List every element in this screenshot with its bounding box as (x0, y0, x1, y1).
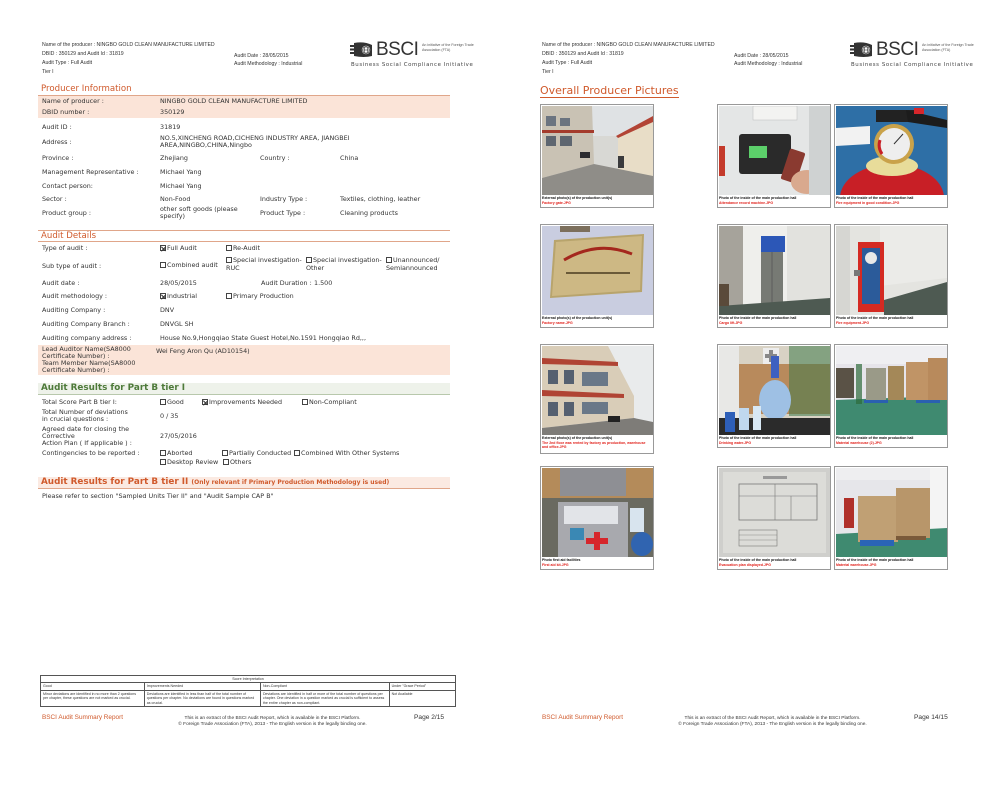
option-label: Primary Production (233, 292, 294, 300)
row-deviations (38, 408, 450, 425)
photo-filename: Evacuation plan displayed.JPG (719, 563, 771, 567)
label: Total Score Part B tier I: (42, 398, 117, 406)
row-dbid-number (38, 107, 450, 118)
value: Non-Food (160, 195, 191, 203)
row-address (38, 133, 450, 151)
label-line1: Total Number of deviations (42, 408, 128, 416)
disclaimer-line1: This is an extract of the BSCI Audit Report, which is available in the BSCI Platform. (184, 716, 361, 721)
photo-factory-gate[interactable] (540, 104, 654, 208)
photo-caption: Photo of the inside of the main production hall (719, 558, 797, 562)
row-auditing-company (38, 304, 450, 316)
value: DNV (160, 306, 175, 314)
material-warehouse-photo (836, 468, 947, 557)
value: NINGBO GOLD CLEAN MANUFACTURE LIMITED (160, 97, 308, 105)
label: DBID number : (42, 108, 90, 116)
value-line1: NO.5,XINCHENG ROAD,CICHENG INDUSTRY AREA, JIANGBEI (160, 134, 350, 142)
value-industry-type: Textiles, clothing, leather (340, 195, 421, 203)
checkbox-combined-audit[interactable] (160, 262, 218, 270)
row-audit-date (38, 277, 450, 289)
option-label-line2: Other (306, 264, 325, 272)
photo-cargo-lift[interactable] (717, 224, 831, 328)
disclaimer-line2: © Foreign Trade Association (FTA), 2013 - The English version is the legally binding one. (678, 722, 867, 727)
heading-text: Audit Results for Part B tier II (41, 477, 189, 487)
table-cell: Minor deviations are identified in no more than 2 questions per chapter, these questions are not marked as crucial. (41, 690, 145, 706)
value-audit-duration: 1.500 (314, 279, 333, 287)
checkbox-industrial[interactable] (160, 293, 197, 301)
photo-filename: The 2nd floor was rented by factory as production, warehouse and office.JPG (542, 441, 646, 449)
photo-filename: Fire equipment in good condition.JPG (836, 201, 900, 205)
value: 31819 (160, 123, 181, 131)
bsci-tagline: Business Social Compliance Initiative (351, 62, 474, 68)
report-page-14 (500, 0, 1000, 792)
disclaimer-line2: © Foreign Trade Association (FTA), 2013 - The English version is the legally binding one. (178, 722, 367, 727)
option-label: Good (167, 398, 184, 406)
value: Michael Yang (160, 168, 202, 176)
fire-hydrant-cabinet-photo (836, 226, 947, 315)
photo-caption: Photo of the inside of the main production hall (836, 196, 914, 200)
table-cell: Not Available (389, 690, 455, 706)
value-line2: specify) (160, 212, 186, 220)
checkbox-empty-icon (294, 450, 300, 456)
label-industry-type: Industry Type : (260, 195, 308, 203)
evacuation-plan-photo (719, 468, 830, 557)
photo-first-aid-kit[interactable] (540, 466, 654, 570)
photo-material-warehouse[interactable] (834, 466, 948, 570)
checkbox-empty-icon (160, 450, 166, 456)
table-title-row (41, 676, 456, 683)
option-label: Desktop Review (167, 458, 219, 466)
header-dbid: DBID : 350129 and Audit Id : 31819 (42, 51, 124, 57)
bsci-hand-globe-icon (350, 42, 374, 58)
checkbox-empty-icon (306, 257, 312, 263)
option-label: Re-Audit (233, 244, 261, 252)
header-audit-type: Audit Type : Full Audit (42, 60, 93, 66)
label: Audit date : (42, 279, 80, 287)
table-row (41, 690, 456, 706)
label: Auditing company address : (42, 334, 132, 342)
bsci-wordmark: BSCI (876, 39, 919, 60)
checkbox-desktop-review[interactable] (160, 459, 218, 467)
row-audit-id (38, 121, 450, 133)
checkbox-full-audit[interactable] (160, 245, 197, 253)
label: Type of audit : (42, 244, 88, 252)
bsci-wordmark: BSCI (376, 39, 419, 60)
photo-attendance-machine[interactable] (717, 104, 831, 208)
option-label: Special investigation- (313, 256, 382, 264)
header-cell: Non-Compliant (260, 683, 389, 690)
option-label: Aborted (167, 449, 193, 457)
table-header-row (41, 683, 456, 690)
option-label: Industrial (167, 292, 197, 300)
attendance-machine-photo (719, 106, 830, 195)
photo-drinking-water[interactable] (717, 344, 831, 448)
header-cell: Good (41, 683, 145, 690)
photo-filename: Fire equipment.JPG (836, 321, 870, 325)
photo-caption: Photo of the inside of the main production hall (836, 316, 914, 320)
checkbox-empty-icon (160, 459, 166, 465)
row-management-representative (38, 166, 450, 179)
checkbox-checked-icon (160, 293, 166, 299)
fire-extinguisher-photo (836, 106, 947, 195)
photo-fire-equipment-good[interactable] (834, 104, 948, 208)
checkbox-empty-icon (160, 399, 166, 405)
value-country: China (340, 154, 359, 162)
score-interpretation-table (40, 675, 456, 707)
value-line2: AREA,NINGBO,CHINA,Ningbo (160, 141, 252, 149)
checkbox-empty-icon (160, 262, 166, 268)
heading-note: (Only relevant if Primary Production Methodology is used) (191, 479, 390, 486)
producer-information-heading: Producer Information (38, 84, 450, 96)
label-audit-duration: Audit Duration : (261, 279, 312, 287)
value: DNVGL SH (160, 320, 194, 328)
label: Name of producer : (42, 97, 104, 105)
value: Zhejiang (160, 154, 188, 162)
photo-filename: Factory name.JPG (542, 321, 573, 325)
row-agreed-date (38, 425, 450, 448)
photo-caption: Photo first aid facilities (542, 558, 581, 562)
photo-caption: Photo of the inside of the main production hall (836, 436, 914, 440)
value: Michael Yang (160, 182, 202, 190)
option-label: Full Audit (167, 244, 197, 252)
value: House No.9,Hongqiao State Guest Hotel,No.1591 Hongqiao Rd,,, (160, 334, 366, 342)
audit-details-heading: Audit Details (38, 230, 450, 242)
photo-factory-building[interactable] (540, 344, 654, 454)
header-dbid: DBID : 350129 and Audit Id : 31819 (542, 51, 624, 57)
checkbox-partially-conducted[interactable] (222, 450, 291, 458)
option-label: Combined With Other Systems (301, 449, 400, 457)
checkbox-empty-icon (226, 293, 232, 299)
checkbox-aborted[interactable] (160, 450, 192, 458)
label: Audit ID : (42, 123, 72, 131)
photo-filename: Material warehouse (2).JPG (836, 441, 882, 445)
checkbox-others[interactable] (223, 459, 251, 467)
value: 350129 (160, 108, 185, 116)
option-label: Special investigation- (233, 256, 302, 264)
row-sub-type-of-audit (38, 256, 450, 276)
label: Auditing Company : (42, 306, 106, 314)
audit-results-tier1-heading: Audit Results for Part B tier I (38, 383, 450, 395)
label: Auditing Company Branch : (42, 320, 130, 328)
checkbox-re-audit[interactable] (226, 245, 260, 253)
photo-filename: First aid kit.JPG (542, 563, 569, 567)
label: Contact person: (42, 182, 93, 190)
row-product-group (38, 205, 450, 223)
table-cell: Deviations are identified in less than half of the total number of questions per chapter. No deviations are found in questions marked as crucial. (144, 690, 260, 706)
label-line3: Action Plan ( If applicable ) : (42, 439, 132, 447)
photo-caption: Photo of the inside of the main production hall (836, 558, 914, 562)
checkbox-empty-icon (223, 459, 229, 465)
header-cell: Under "Grace Period" (389, 683, 455, 690)
row-lead-auditor (38, 345, 450, 375)
row-auditing-company-branch (38, 318, 450, 330)
checkbox-empty-icon (386, 257, 392, 263)
photo-filename: Factory gate.JPG (542, 201, 571, 205)
option-label: Combined audit (167, 261, 218, 269)
label-line2: Corrective (42, 432, 75, 440)
header-tier: Tier I (42, 69, 54, 75)
header-cell: Improvements Needed (144, 683, 260, 690)
label: Sub type of audit : (42, 262, 102, 270)
row-auditing-company-address (38, 332, 450, 344)
label-country: Country : (260, 154, 290, 162)
footer-disclaimer (660, 716, 885, 728)
row-province (38, 152, 450, 165)
bsci-hand-globe-icon (850, 42, 874, 58)
photo-filename: Material warehouse.JPG (836, 563, 877, 567)
row-tier2-reference (38, 492, 450, 502)
option-label: Partially Conducted (229, 449, 292, 457)
photo-material-warehouse-2[interactable] (834, 344, 948, 448)
checkbox-good[interactable] (160, 399, 184, 407)
row-type-of-audit (38, 243, 450, 255)
option-label-line2: Semiannounced (386, 264, 438, 272)
table-title: Score Interpretation (41, 676, 456, 683)
header-audit-date: Audit Date : 28/05/2015 (234, 53, 289, 59)
label: Product group : (42, 209, 92, 217)
photo-filename: Attendance record machine.JPG (719, 201, 774, 205)
factory-nameplate-photo (542, 226, 653, 315)
checkbox-improvements-needed[interactable] (202, 399, 282, 407)
footer-report-name: BSCI Audit Summary Report (42, 714, 123, 721)
label: Audit methodology : (42, 292, 108, 300)
label: Address : (42, 138, 72, 146)
photo-caption: Photo of the inside of the main production hall (719, 436, 797, 440)
label-line2: Certificate Number) : (42, 352, 110, 360)
factory-gate-photo (542, 106, 653, 195)
photo-evacuation-plan[interactable] (717, 466, 831, 570)
checkbox-empty-icon (226, 257, 232, 263)
value: Wei Feng Aron Qu (AD10154) (156, 347, 250, 355)
footer-report-name: BSCI Audit Summary Report (542, 714, 623, 721)
header-producer-name: Name of the producer : NINGBO GOLD CLEAN MANUFACTURE LIMITED (542, 42, 715, 48)
bsci-initiative-text: An initiative of the Foreign Trade Association (FTA) (422, 43, 474, 52)
photo-caption: External photo(s) of the production unit(s) (542, 316, 613, 320)
material-warehouse-2-photo (836, 346, 947, 435)
value: 27/05/2016 (160, 432, 197, 440)
option-label: Improvements Needed (209, 398, 283, 406)
value: 0 / 35 (160, 412, 179, 420)
checkbox-non-compliant[interactable] (302, 399, 357, 407)
checkbox-checked-icon (160, 245, 166, 251)
photo-caption: External photo(s) of the production unit(s) (542, 196, 613, 200)
cargo-lift-photo (719, 226, 830, 315)
label: Contingencies to be reported : (42, 449, 140, 457)
value-product-type: Cleaning products (340, 209, 398, 217)
header-audit-date: Audit Date : 28/05/2015 (734, 53, 789, 59)
label: Management Representative : (42, 168, 139, 176)
bsci-tagline: Business Social Compliance Initiative (851, 62, 974, 68)
label-line1: Lead Auditor Name(SA8000 (42, 345, 131, 353)
checkbox-empty-icon (302, 399, 308, 405)
first-aid-kit-photo (542, 468, 653, 557)
row-total-score (38, 397, 450, 408)
photo-filename: Drinking water.JPG (719, 441, 752, 445)
header-audit-type: Audit Type : Full Audit (542, 60, 593, 66)
photo-caption: External photo(s) of the production unit(s) (542, 436, 613, 440)
label: Sector : (42, 195, 67, 203)
label: Province : (42, 154, 74, 162)
option-label: Unannounced/ (393, 256, 440, 264)
reference-text: Please refer to section "Sampled Units Tier II" and "Audit Sample CAP B" (42, 492, 274, 500)
row-contingencies (38, 449, 450, 468)
option-label-line2: RUC (226, 264, 240, 272)
row-name-of-producer (38, 96, 450, 107)
checkbox-combined-with-other-systems[interactable] (294, 450, 399, 458)
bsci-logo (348, 40, 474, 72)
bsci-logo (848, 40, 974, 72)
label-line2: in crucial questions : (42, 415, 109, 423)
label-line1: Agreed date for closing the (42, 425, 130, 433)
checkbox-primary-production[interactable] (226, 293, 294, 301)
drinking-water-photo (719, 346, 830, 435)
bsci-initiative-text: An initiative of the Foreign Trade Association (FTA) (922, 43, 974, 52)
label-line4: Certificate Number) : (42, 366, 110, 374)
disclaimer-line1: This is an extract of the BSCI Audit Report, which is available in the BSCI Platform. (684, 716, 861, 721)
checkbox-empty-icon (222, 450, 228, 456)
row-contact-person (38, 180, 450, 193)
table-cell: Deviations are identified in half or more of the total number of questions per chapter. One deviation in a question marked as crucial is sufficient to assess the entire chapter as non-compliant. (260, 690, 389, 706)
option-label: Others (230, 458, 252, 466)
header-producer-name: Name of the producer : NINGBO GOLD CLEAN MANUFACTURE LIMITED (42, 42, 215, 48)
header-audit-methodology: Audit Methodology : Industrial (234, 61, 303, 67)
footer-disclaimer (160, 716, 385, 728)
label-line3: Team Member Name(SA8000 (42, 359, 136, 367)
factory-building-photo (542, 346, 653, 435)
option-label: Non-Compliant (309, 398, 357, 406)
value: 28/05/2015 (160, 279, 197, 287)
value-line1: other soft goods (please (160, 205, 238, 213)
label-product-type: Product Type : (260, 209, 306, 217)
photo-caption: Photo of the inside of the main production hall (719, 316, 797, 320)
checkbox-checked-icon (202, 399, 208, 405)
overall-producer-pictures-heading: Overall Producer Pictures (540, 84, 679, 97)
footer-page-number: Page 2/15 (414, 714, 445, 721)
audit-results-tier2-heading (38, 477, 450, 489)
checkbox-empty-icon (226, 245, 232, 251)
photo-filename: Cargo lift.JPG (719, 321, 743, 325)
row-audit-methodology (38, 290, 450, 302)
photo-caption: Photo of the inside of the main production hall (719, 196, 797, 200)
footer-page-number: Page 14/15 (914, 714, 948, 721)
header-audit-methodology: Audit Methodology : Industrial (734, 61, 803, 67)
photo-factory-name[interactable] (540, 224, 654, 328)
header-tier: Tier I (542, 69, 554, 75)
photo-fire-equipment[interactable] (834, 224, 948, 328)
